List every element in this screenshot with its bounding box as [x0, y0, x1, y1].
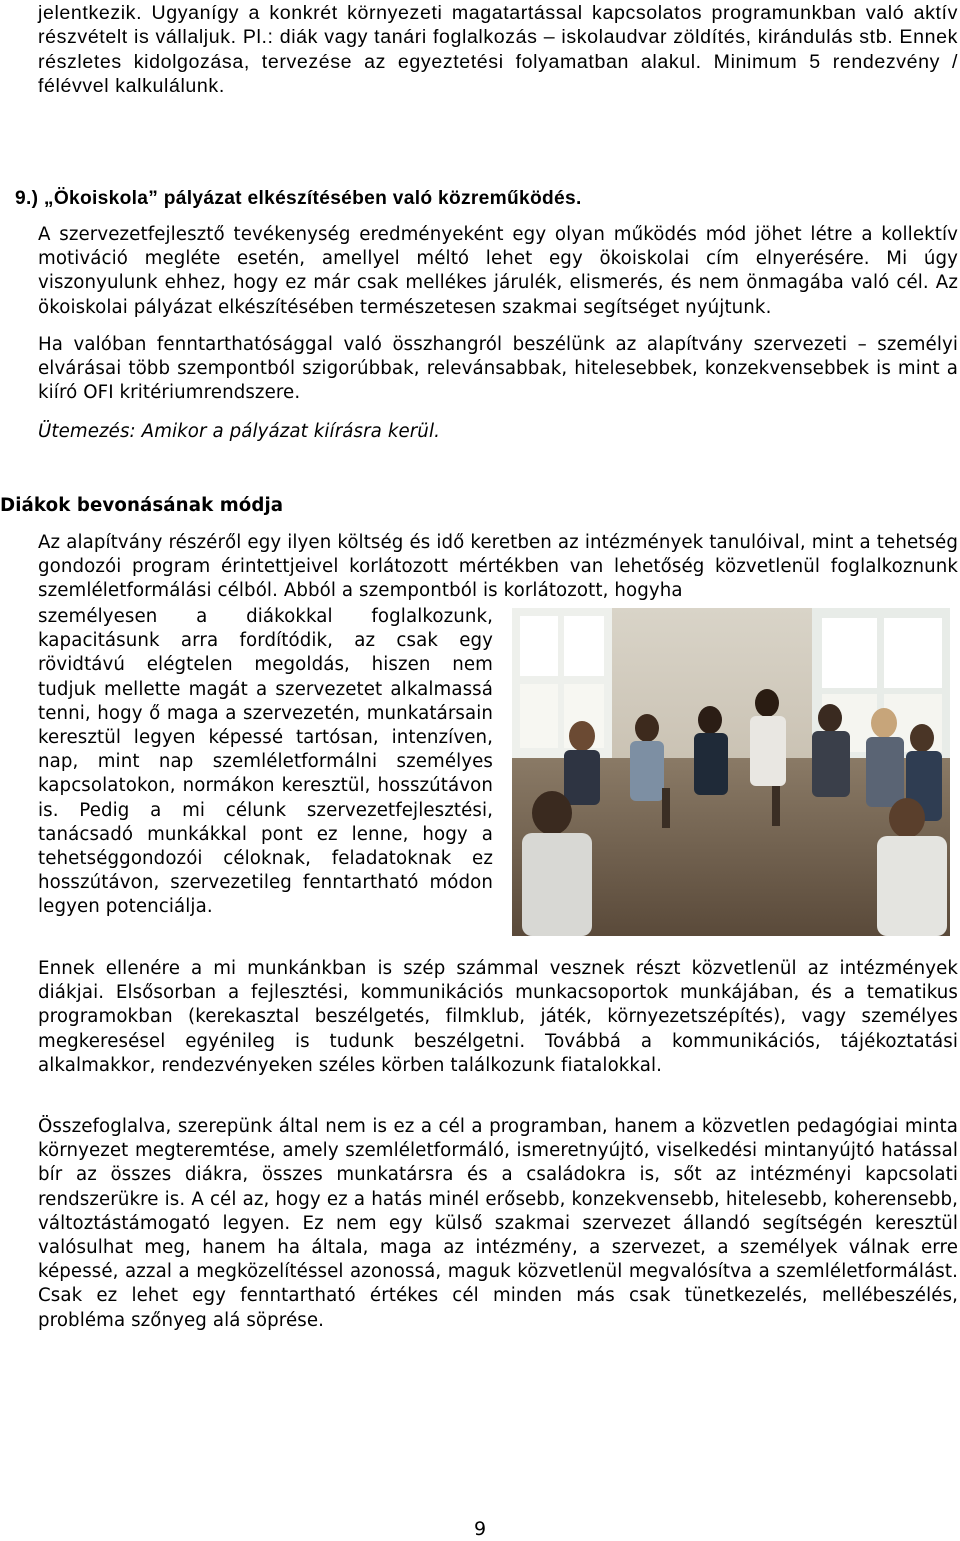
paragraph-org-development: A szervezetfejlesztő tevékenység eredményeként egy olyan működés mód jöhet létre a kollektív motiváció megléte esetén, amellyel méltó lehet egy ökoiskolai cím elnyerésére. Mi úgy viszonyulunk ehhez, hogy ez már csak mellékes járulék, elismerés, és nem önmagába való cél. Az ökoiskolai pályázat elkészítésében természetesen szakmai segítséget nyújtunk. [38, 224, 958, 318]
paragraph-sustainability: Ha valóban fenntarthatósággal való összhangról beszélünk az alapítvány szervezeti – személyi elvárásai több szempontból szigorúbbak, relevánsabbak, hitelesebbek, konzekvensebbek is mint a kiíró OFI kritériumrendszere. [38, 334, 958, 404]
paragraph-students-wrapped: személyesen a diákokkal foglalkozunk, kapacitásunk arra fordítódik, az csak egy rövidtávú elégtelen megoldás, hiszen nem tudjuk mellette magát a szervezetet alkalmassá tenni, hogy ő maga a szervezetén, munkatársain keresztül legyen képessé tartósan, intenzíven, nap, mint nap szemléletformálni személyes kapcsolatokon, normákon keresztül, hosszútávon is. Pedig a mi célunk szervezetfejlesztési, tanácsadó munkákkal pont ez lenne, hogy a tehetséggondozói céloknak, feladatoknak ez hosszútávon, szervezetileg fenntartható módon legyen potenciálja. [38, 606, 493, 918]
intro-paragraph: jelentkezik. Ugyanígy a konkrét környezeti magatartással kapcsolatos programunkban való aktív részvételt is vállaljuk. Pl.: diák vagy tanári foglalkozás – iskolaudvar zöldítés, kirándulás stb. Ennek részletes kidolgozása, tervezése az egyeztetési folyamatban alakul. Minimum 5 rendezvény / félévvel kalkulálunk. [38, 2, 958, 98]
page-number: 9 [473, 1518, 487, 1540]
photo-students-discussion-circle [512, 608, 950, 936]
schedule-note: Ütemezés: Amikor a pályázat kiírásra kerül. [38, 421, 440, 442]
section-heading-ecoschool: 9.) „Ökoiskola” pályázat elkészítésében való közreműködés. [15, 188, 582, 209]
paragraph-students-intro: Az alapítvány részéről egy ilyen költség és idő keretben az intézmények tanulóival, mint a tehetség gondozói program érintettjeivel korlátozott mértékben van lehetőség közvetlenül foglalkoznunk szemléletformálási célból. Abból a szempontból is korlátozott, hogyha [38, 532, 958, 602]
paragraph-student-involvement: Ennek ellenére a mi munkánkban is szép számmal vesznek részt közvetlenül az intézmények diákjai. Elsősorban a fejlesztési, kommunikációs munkacsoportok munkájában, és a tematikus programokban (kerekasztal beszélgetés, filmklub, játék, környezetszépítés), vagy személyes megkeresésel egyénileg is tudunk beszélgetni. Továbbá a kommunikációs, tájékoztatási alkalmakkor, rendezvényeken széles körben találkozunk fiatalokkal. [38, 958, 958, 1076]
paragraph-summary: Összefoglalva, szerepünk által nem is ez a cél a programban, hanem a közvetlen pedagógiai minta környezet megteremtése, amely szemléletformáló, ismeretnyújtó, viselkedési mintanyújtó hatással bír az összes diákra, összes munkatársra és a családokra is, sőt az intézményi kapcsolati rendszerükre is. A cél az, hogy ez a hatás minél erősebb, konzekvensebb, hitelesebb, koherensebb, változtástámogató legyen. Ez nem egy külső szakmai szervezet állandó segítségén keresztül valósulhat meg, hanem ha általa, maga az intézmény, a szervezet, a személyek válnak erre képessé, azzal a megközelítéssel azonossá, maguk közvetlenül megvalósítva a szemléletformálást. Csak ez lehet egy fenntartható értékes cél minden más csak tünetkezelés, mellébeszélés, probléma szőnyeg alá söprése. [38, 1116, 958, 1331]
section-heading-students: Diákok bevonásának módja [0, 495, 284, 516]
